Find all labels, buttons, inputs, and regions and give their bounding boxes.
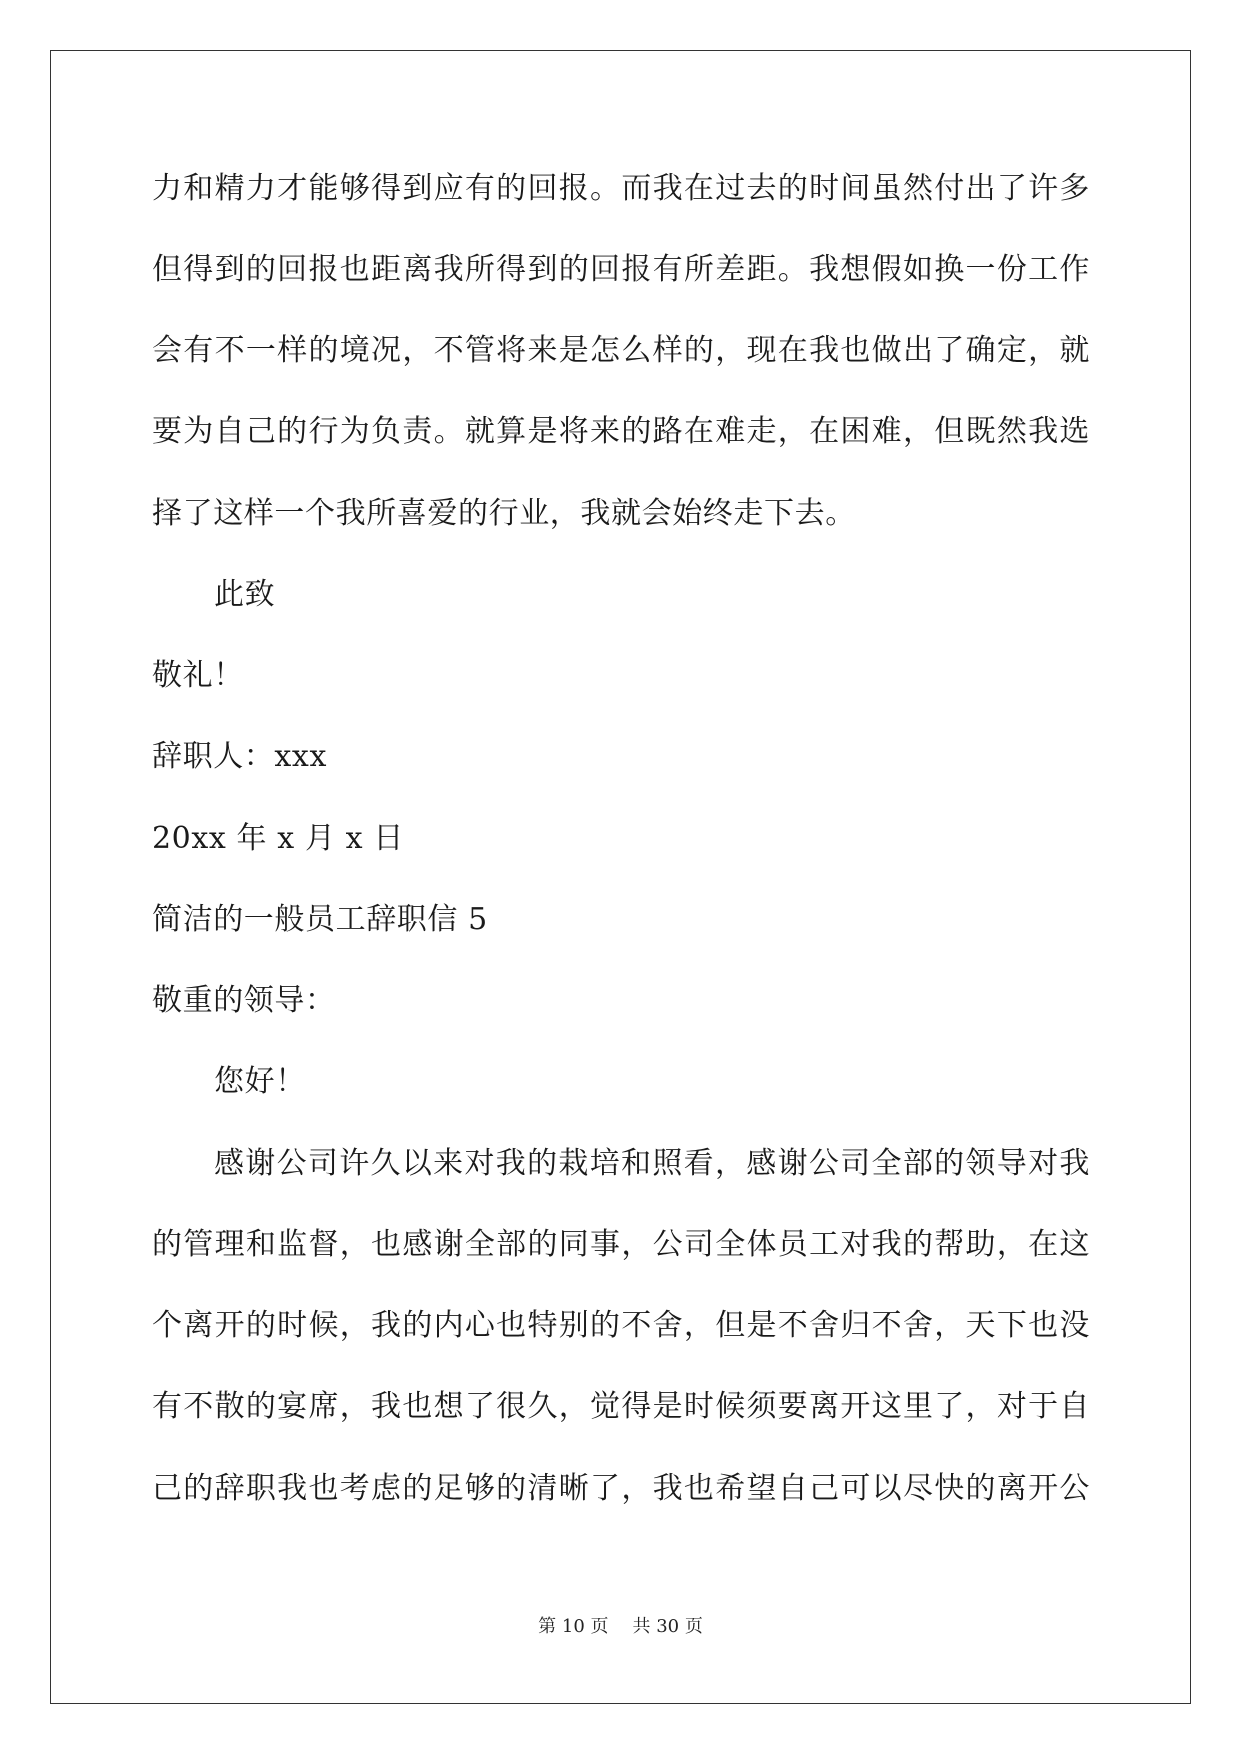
- section-title: 简洁的一般员工辞职信 5: [152, 902, 488, 937]
- page-border: [50, 50, 1191, 1704]
- signer-line: 辞职人：xxx: [152, 739, 327, 774]
- body-line: 有不散的宴席，我也想了很久，觉得是时候须要离开这里了，对于自: [152, 1389, 1090, 1424]
- paragraph-line: 会有不一样的境况，不管将来是怎么样的，现在我也做出了确定，就: [152, 333, 1090, 368]
- closing-line: 此致: [214, 577, 276, 612]
- body-line: 的管理和监督，也感谢全部的同事，公司全体员工对我的帮助，在这: [152, 1227, 1090, 1262]
- page-total: 共 30 页: [632, 1616, 703, 1637]
- body-line: 己的辞职我也考虑的足够的清晰了，我也希望自己可以尽快的离开公: [152, 1471, 1090, 1506]
- paragraph-line: 择了这样一个我所喜爱的行业，我就会始终走下去。: [152, 496, 856, 531]
- body-line: 个离开的时候，我的内心也特别的不舍，但是不舍归不舍，天下也没: [152, 1308, 1090, 1343]
- body-line: 感谢公司许久以来对我的栽培和照看，感谢公司全部的领导对我: [214, 1146, 1090, 1181]
- closing-regards: 敬礼！: [152, 658, 244, 693]
- page-number: 第 10 页: [538, 1616, 609, 1637]
- salutation: 敬重的领导：: [152, 983, 336, 1018]
- greeting: 您好！: [214, 1064, 306, 1099]
- paragraph-line: 力和精力才能够得到应有的回报。而我在过去的时间虽然付出了许多: [152, 171, 1090, 206]
- page-footer: [0, 1615, 1241, 1639]
- date-line: 20xx 年 x 月 x 日: [152, 821, 404, 856]
- paragraph-line: 但得到的回报也距离我所得到的回报有所差距。我想假如换一份工作: [152, 252, 1090, 287]
- paragraph-line: 要为自己的行为负责。就算是将来的路在难走，在困难，但既然我选: [152, 414, 1090, 449]
